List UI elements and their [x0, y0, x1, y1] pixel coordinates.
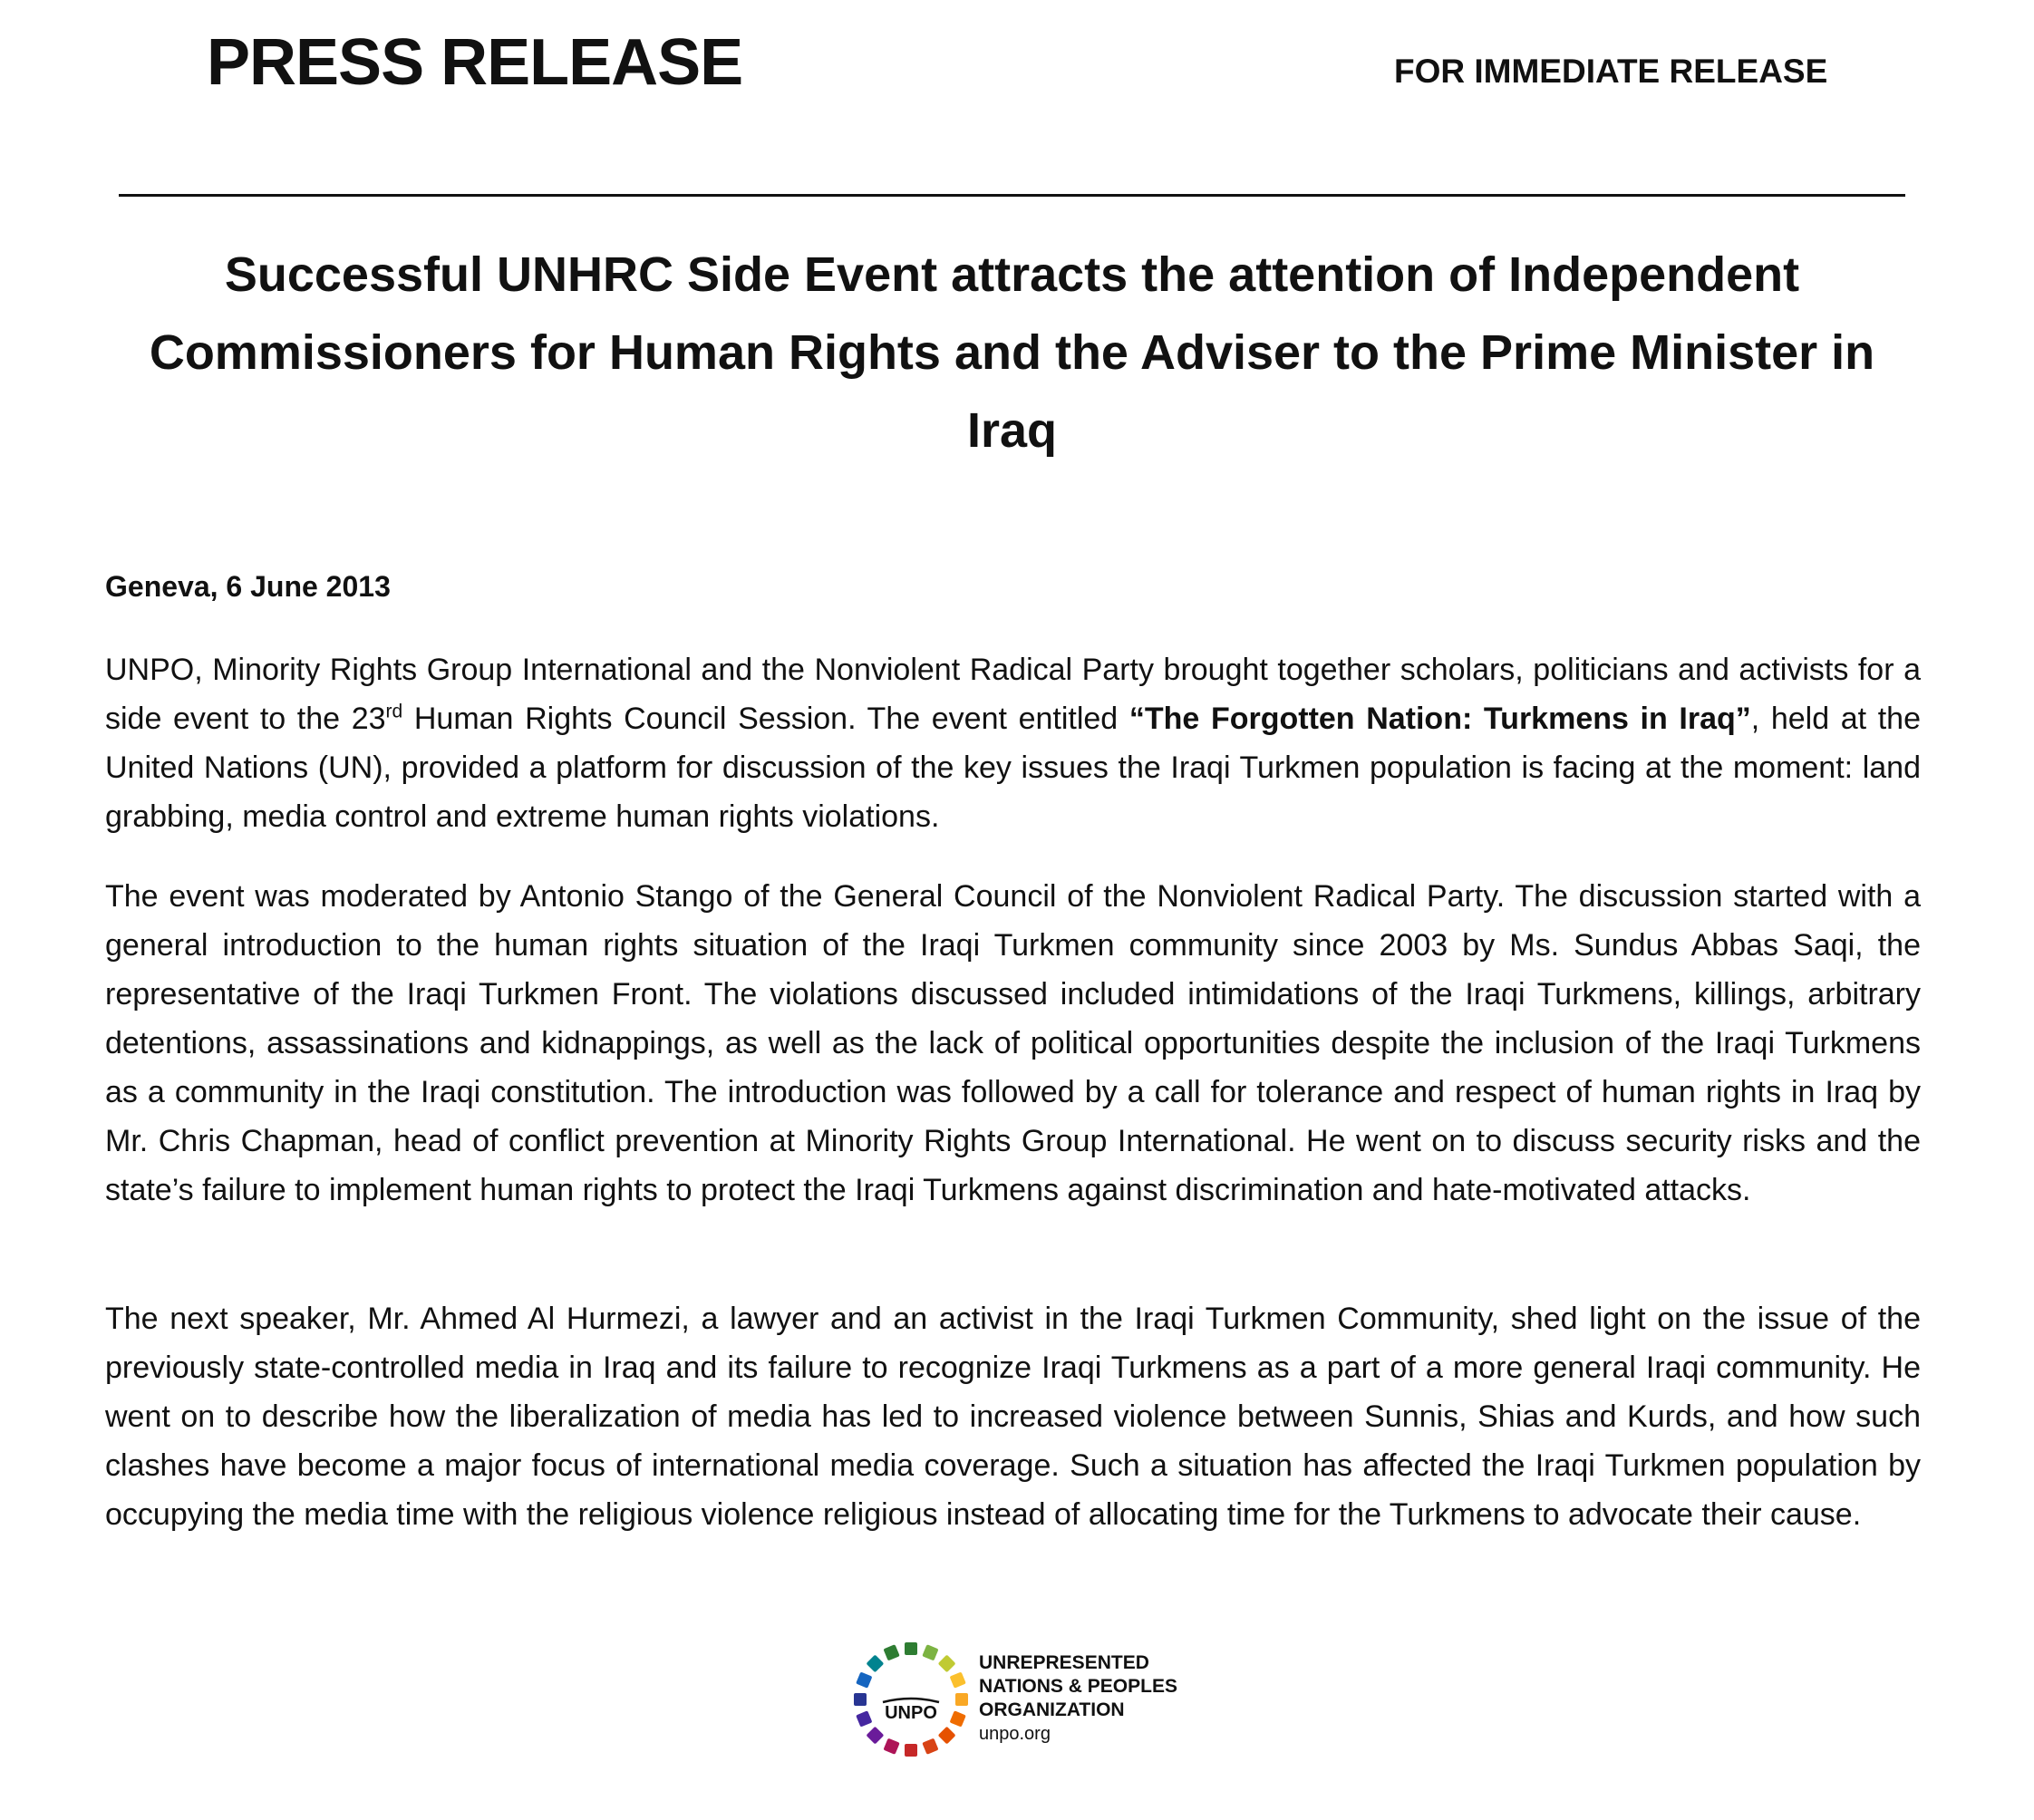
- body-paragraph-2: The event was moderated by Antonio Stango of the General Council of the Nonviolent Radical Party. The discussion started with a general introduction to the human rights situation of the Iraqi Turkmen community since 2003 by Ms. Sundus Abbas Saqi, the representative of the Iraqi Turkmen Front. The violations discussed included intimidations of the Iraqi Turkmens, killings, arbitrary detentions, assassinations and kidnappings, as well as the lack of political opportunities despite the inclusion of the Iraqi Turkmens as a community in the Iraqi constitution. The introduction was followed by a call for tolerance and respect of human rights in Iraq by Mr. Chris Chapman, head of conflict prevention at Minority Rights Group International. He went on to discuss security risks and the state’s failure to implement human rights to protect the Iraqi Turkmens against discrimination and hate-motivated attacks.: [105, 879, 1921, 1207]
- ring-segment: [938, 1655, 956, 1673]
- logo-url: unpo.org: [979, 1724, 1051, 1744]
- ring-segment: [922, 1644, 938, 1660]
- ring-segment: [867, 1655, 885, 1673]
- body-paragraph-1: [105, 645, 1921, 841]
- logo-line-2: NATIONS & PEOPLES: [979, 1676, 1177, 1697]
- ring-segment: [856, 1710, 872, 1727]
- ring-segment: [867, 1727, 885, 1745]
- ring-segment: [950, 1671, 966, 1688]
- press-release-title: PRESS RELEASE: [207, 26, 743, 99]
- body-paragraph-3: The next speaker, Mr. Ahmed Al Hurmezi, a lawyer and an activist in the Iraqi Turkmen Community, shed light on the issue of the previously state-controlled media in Iraq and its failure to recognize Iraqi Turkmens as a part of a more general Iraqi community. He went on to describe how the liberalization of media has led to increased violence between Sunnis, Shias and Kurds, and how such clashes have become a major focus of international media coverage. Such a situation has affected the Iraqi Turkmen population by occupying the media time with the religious violence religious instead of allocating time for the Turkmens to advocate their cause.: [105, 1302, 1921, 1532]
- paragraph-text: Human Rights Council Session. The event entitled: [402, 702, 1129, 736]
- paragraph-text: UNPO, Minority Rights Group International and the Nonviolent Radical Party brought together scholars, politicians and activists for a side event to the 23: [105, 653, 1921, 736]
- ring-segment: [950, 1710, 966, 1727]
- ring-segment: [854, 1693, 867, 1706]
- ring-segment: [938, 1727, 956, 1745]
- unpo-ring-icon: [843, 1631, 979, 1767]
- logo-mark-text: UNPO: [885, 1703, 937, 1723]
- ring-segment: [905, 1744, 917, 1757]
- logo-line-1: UNREPRESENTED: [979, 1652, 1149, 1673]
- ring-segment: [955, 1693, 968, 1706]
- ring-segment: [856, 1671, 872, 1688]
- ring-segment: [905, 1642, 917, 1655]
- paragraph-text: , held at the United Nations (UN), provided a platform for discussion of the key issues the Iraqi Turkmen population is facing at the moment: land grabbing, media control and extreme human rights violations.: [105, 702, 1922, 834]
- unpo-logo: [843, 1631, 1224, 1767]
- event-title: “The Forgotten Nation: Turkmens in Iraq”: [1128, 702, 1751, 736]
- header-divider: [119, 194, 1905, 197]
- logo-wordmark: [979, 1651, 1177, 1746]
- logo-line-3: ORGANIZATION: [979, 1699, 1125, 1720]
- ordinal-suffix: rd: [385, 701, 403, 722]
- ring-segment: [883, 1644, 899, 1660]
- ring-segment: [883, 1738, 899, 1755]
- ring-segment: [922, 1738, 938, 1755]
- release-note: FOR IMMEDIATE RELEASE: [1394, 53, 1828, 90]
- dateline: Geneva, 6 June 2013: [105, 570, 391, 603]
- headline: Successful UNHRC Side Event attracts the attention of Independent Commissioners for Human Rights and the Adviser to the Prime Minister in Iraq: [149, 247, 1875, 458]
